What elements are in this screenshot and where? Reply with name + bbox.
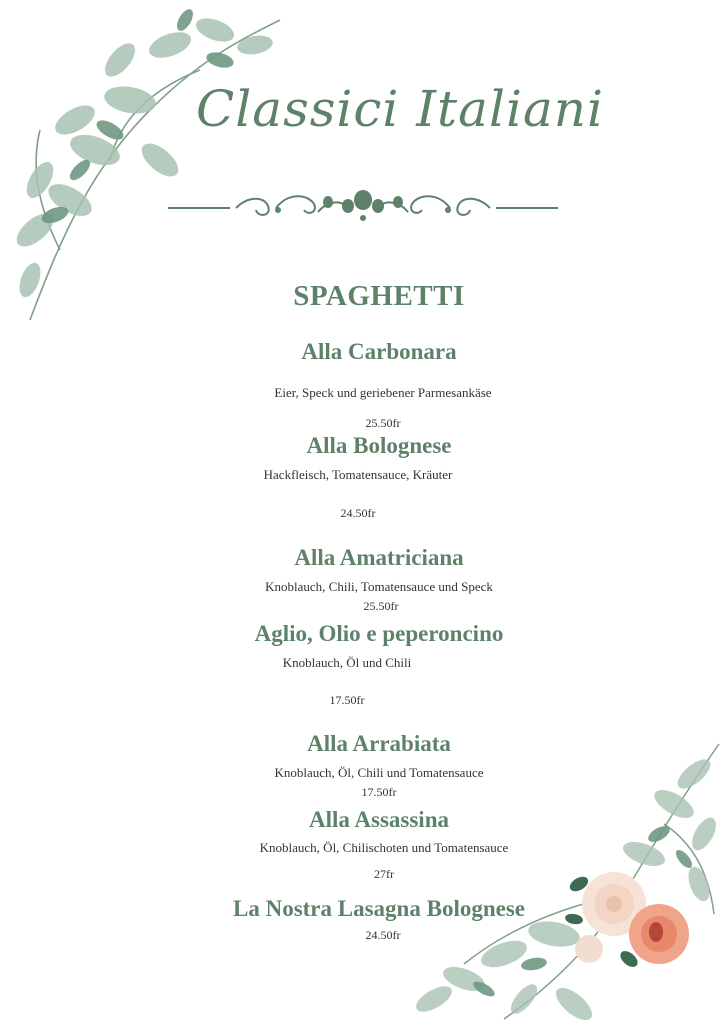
menu-item-description: Hackfleisch, Tomatensauce, Kräuter [263, 467, 453, 482]
menu-item-name: Alla Assassina [309, 807, 449, 832]
menu-item-price: 24.50fr [365, 928, 401, 942]
menu-item-name: Alla Arrabiata [307, 731, 451, 756]
menu-item-description: Knoblauch, Öl, Chilischoten und Tomatensauce [259, 840, 509, 855]
menu-item-name: Aglio, Olio e peperoncino [254, 621, 504, 646]
floral-bouquet-bottom-right-icon [374, 734, 724, 1024]
menu-item-price: 17.50fr [329, 693, 365, 707]
menu-item-name: Alla Amatriciana [294, 545, 464, 570]
menu-item-name: Alla Bolognese [306, 433, 452, 458]
menu-item-description: Knoblauch, Chili, Tomatensauce und Speck [265, 579, 493, 594]
section-heading: SPAGHETTI [293, 280, 465, 312]
menu-item-price: 27fr [374, 867, 394, 881]
menu-item-price: 17.50fr [361, 785, 397, 799]
menu-item-description: Eier, Speck und geriebener Parmesankäse [274, 385, 492, 400]
menu-item-name: Alla Carbonara [301, 339, 457, 364]
menu-item-price: 24.50fr [340, 506, 376, 520]
menu-item-description: Knoblauch, Öl und Chili [282, 655, 412, 670]
menu-item-price: 25.50fr [365, 416, 401, 430]
menu-item-name: La Nostra Lasagna Bolognese [233, 896, 525, 921]
menu-item-price: 25.50fr [363, 599, 399, 613]
menu-title: Classici Italiani [196, 80, 604, 138]
menu-item-description: Knoblauch, Öl, Chili und Tomatensauce [274, 765, 484, 780]
ornamental-divider-icon [168, 186, 558, 230]
